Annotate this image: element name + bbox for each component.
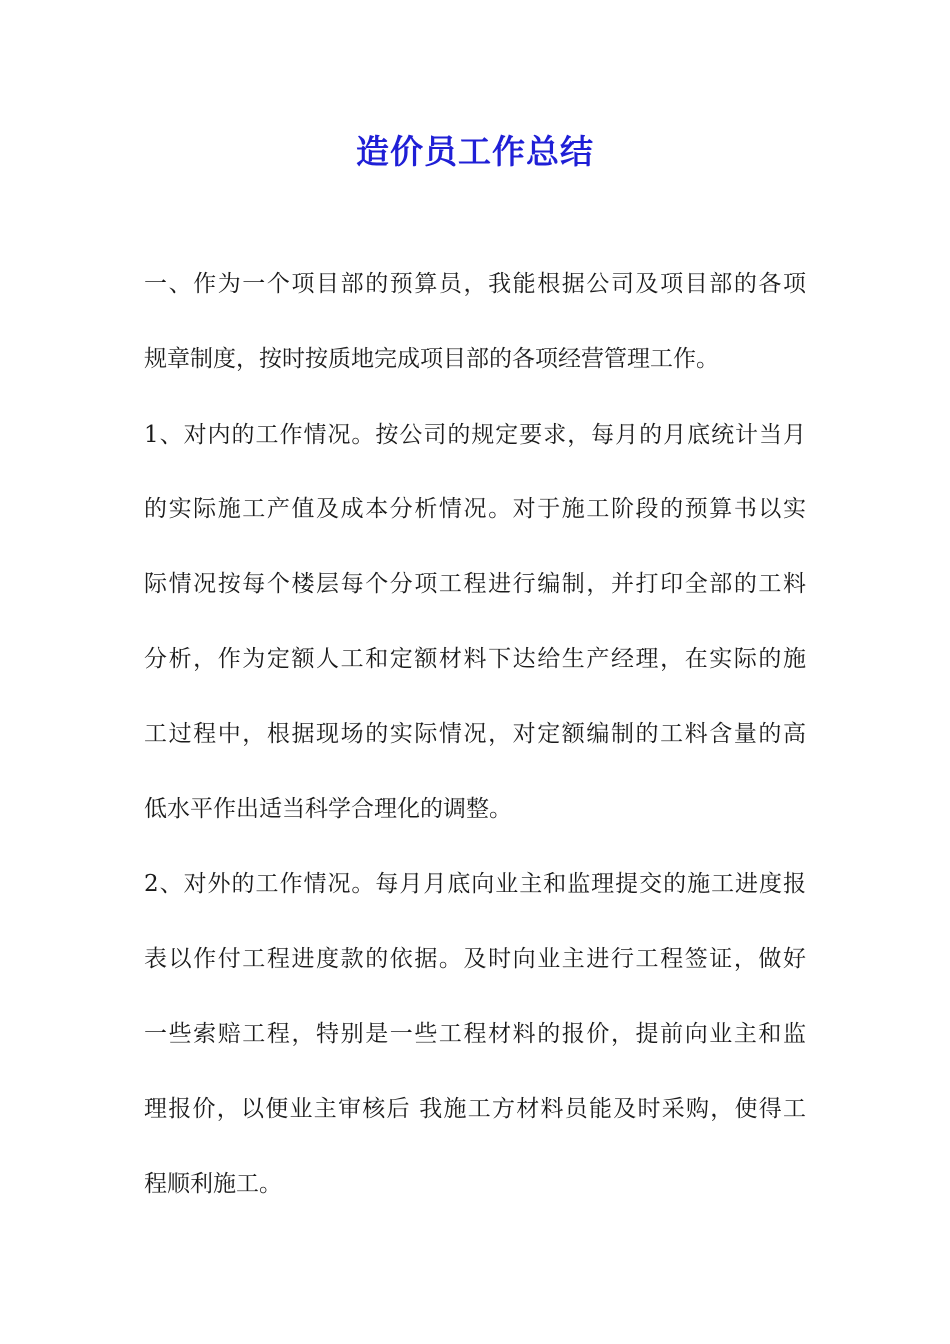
paragraph-2-line-4: 分析，作为定额人工和定额材料下达给生产经理，在实际的施 — [144, 646, 806, 672]
paragraph-3-line-1: 2、对外的工作情况。每月月底向业主和监理提交的施工进度报 — [144, 871, 806, 897]
paragraph-3-line-4: 理报价，以便业主审核后 我施工方材料员能及时采购，使得工 — [144, 1096, 806, 1122]
paragraph-2-line-1: 1、对内的工作情况。按公司的规定要求，每月的月底统计当月 — [144, 422, 806, 448]
paragraph-1-line-1: 一、作为一个项目部的预算员，我能根据公司及项目部的各项 — [144, 271, 806, 297]
paragraph-2-line-2: 的实际施工产值及成本分析情况。对于施工阶段的预算书以实 — [144, 496, 806, 522]
paragraph-3-line-2: 表以作付工程进度款的依据。及时向业主进行工程签证，做好 — [144, 946, 806, 972]
paragraph-1-line-2: 规章制度，按时按质地完成项目部的各项经营管理工作。 — [144, 346, 719, 372]
paragraph-2-line-6: 低水平作出适当科学合理化的调整。 — [144, 796, 512, 822]
paragraph-2-line-5: 工过程中，根据现场的实际情况，对定额编制的工料含量的高 — [144, 721, 806, 747]
paragraph-3-line-5: 程顺利施工。 — [144, 1171, 282, 1197]
paragraph-2-line-3: 际情况按每个楼层每个分项工程进行编制，并打印全部的工料 — [144, 571, 806, 597]
paragraph-3-line-3: 一些索赔工程，特别是一些工程材料的报价，提前向业主和监 — [144, 1021, 806, 1047]
document-title: 造价员工作总结 — [356, 132, 594, 171]
